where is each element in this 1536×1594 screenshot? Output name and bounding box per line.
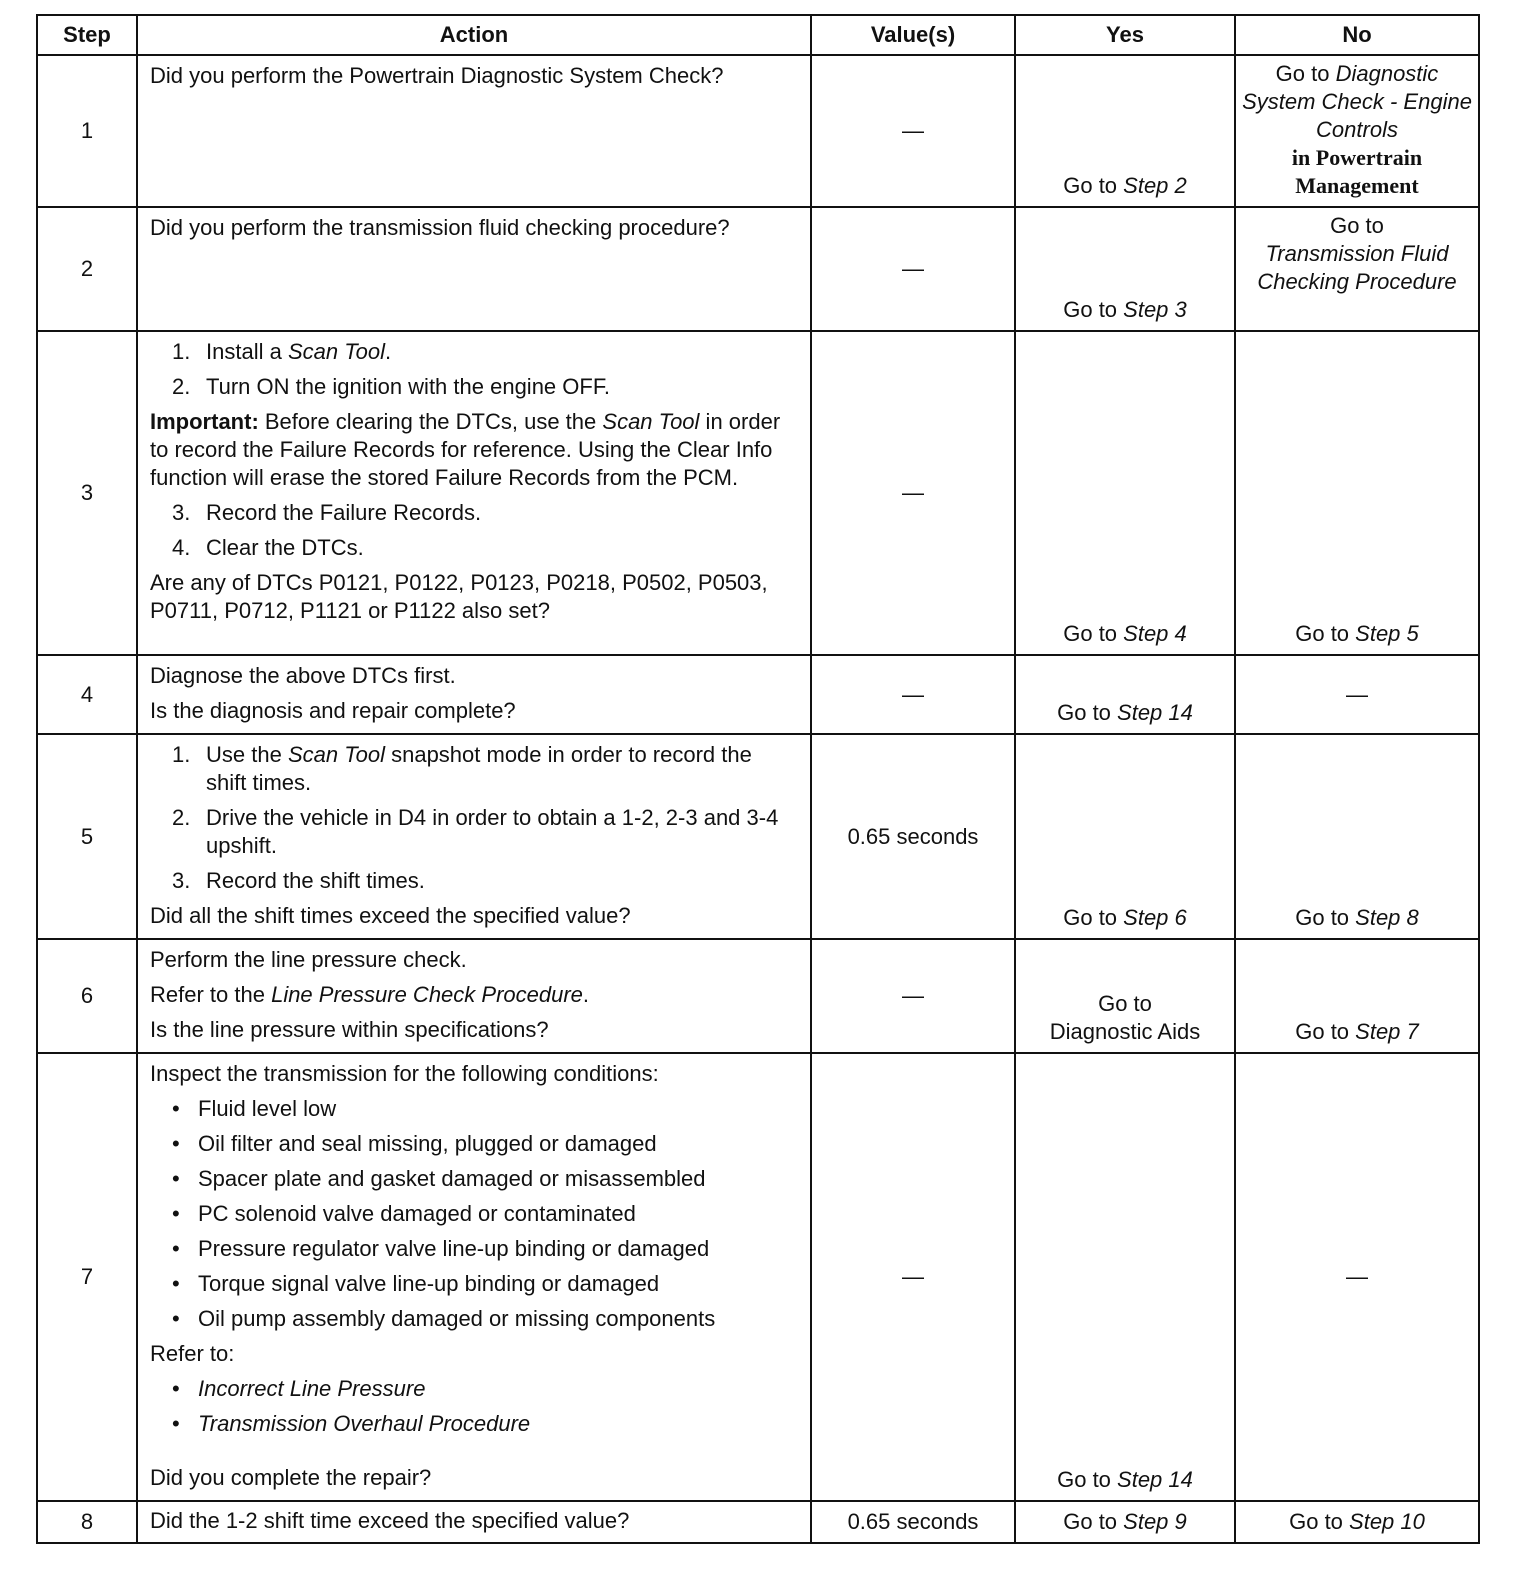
no-link[interactable]: Go to Step 5 bbox=[1295, 621, 1419, 646]
yes-cell bbox=[1015, 734, 1235, 939]
numbered-step: 2. Turn ON the ignition with the engine OFF. bbox=[172, 374, 610, 399]
step-number: 1 bbox=[37, 55, 137, 207]
value-cell: — bbox=[811, 207, 1015, 331]
value-cell: — bbox=[811, 939, 1015, 1053]
no-cell bbox=[1235, 207, 1479, 331]
yes-cell bbox=[1015, 1053, 1235, 1501]
bullet-item: • Pressure regulator valve line-up binding or damaged bbox=[172, 1236, 710, 1261]
yes-cell bbox=[1015, 655, 1235, 734]
bullet-item: • Fluid level low bbox=[172, 1096, 337, 1121]
action-question: Are any of DTCs P0121, P0122, P0123, P0218, P0502, P0503, P0711, P0712, P1121 or P1122 also set? bbox=[150, 570, 768, 623]
numbered-step: 3. Record the shift times. bbox=[172, 868, 425, 893]
refer-label: Refer to: bbox=[150, 1341, 235, 1366]
action-intro: Inspect the transmission for the following conditions: bbox=[150, 1061, 659, 1086]
no-link[interactable]: Go to Transmission Fluid Checking Procedure bbox=[1257, 213, 1457, 294]
action-cell bbox=[137, 207, 811, 331]
no-cell: — bbox=[1235, 655, 1479, 734]
value-cell: — bbox=[811, 55, 1015, 207]
no-cell bbox=[1235, 939, 1479, 1053]
table-row bbox=[37, 1501, 1479, 1543]
reference-link[interactable]: • Transmission Overhaul Procedure bbox=[172, 1411, 531, 1436]
yes-link[interactable]: Go to Step 14 bbox=[1057, 1467, 1193, 1492]
no-link[interactable]: Go to Step 10 bbox=[1289, 1509, 1425, 1534]
no-cell bbox=[1235, 734, 1479, 939]
table-row bbox=[37, 1053, 1479, 1501]
yes-cell bbox=[1015, 1501, 1235, 1543]
header-values: Value(s) bbox=[811, 15, 1015, 55]
action-cell bbox=[137, 1053, 811, 1501]
action-question: Is the diagnosis and repair complete? bbox=[150, 698, 516, 723]
value-cell: 0.65 seconds bbox=[811, 1501, 1015, 1543]
action-question: Did you perform the transmission fluid checking procedure? bbox=[150, 215, 730, 240]
step-number: 3 bbox=[37, 331, 137, 655]
yes-cell bbox=[1015, 55, 1235, 207]
no-link[interactable]: Go to Step 8 bbox=[1295, 905, 1419, 930]
action-line: Perform the line pressure check. bbox=[150, 947, 467, 972]
diagnostic-table bbox=[36, 14, 1480, 1544]
bullet-item: • Torque signal valve line-up binding or damaged bbox=[172, 1271, 660, 1296]
reference-link[interactable]: • Incorrect Line Pressure bbox=[172, 1376, 426, 1401]
action-cell bbox=[137, 331, 811, 655]
refer-line: Refer to the Line Pressure Check Procedure. bbox=[150, 982, 590, 1007]
action-question: Is the line pressure within specifications? bbox=[150, 1017, 549, 1042]
yes-link[interactable]: Go to Step 9 bbox=[1063, 1509, 1187, 1534]
action-question: Did all the shift times exceed the specified value? bbox=[150, 903, 631, 928]
header-step: Step bbox=[37, 15, 137, 55]
yes-link[interactable]: Go to Step 6 bbox=[1063, 905, 1187, 930]
step-number: 6 bbox=[37, 939, 137, 1053]
yes-link[interactable]: Go to Diagnostic Aids bbox=[1049, 991, 1201, 1044]
step-number: 2 bbox=[37, 207, 137, 331]
yes-link[interactable]: Go to Step 3 bbox=[1063, 297, 1187, 322]
table-row bbox=[37, 655, 1479, 734]
yes-cell bbox=[1015, 939, 1235, 1053]
numbered-step: 2. Drive the vehicle in D4 in order to obtain a 1-2, 2-3 and 3-4 upshift. bbox=[172, 805, 779, 858]
bullet-item: • Spacer plate and gasket damaged or misassembled bbox=[172, 1166, 706, 1191]
yes-cell bbox=[1015, 207, 1235, 331]
numbered-step: 1. Use the Scan Tool snapshot mode in order to record the shift times. bbox=[172, 742, 752, 795]
step-number: 7 bbox=[37, 1053, 137, 1501]
value-cell: — bbox=[811, 331, 1015, 655]
table-row bbox=[37, 331, 1479, 655]
bullet-item: • Oil pump assembly damaged or missing components bbox=[172, 1306, 716, 1331]
table-row bbox=[37, 55, 1479, 207]
value-cell: 0.65 seconds bbox=[811, 734, 1015, 939]
header-action: Action bbox=[137, 15, 811, 55]
no-cell bbox=[1235, 331, 1479, 655]
no-link[interactable]: Go to Step 7 bbox=[1295, 1019, 1419, 1044]
yes-link[interactable]: Go to Step 4 bbox=[1063, 621, 1187, 646]
no-cell bbox=[1235, 1501, 1479, 1543]
table-row bbox=[37, 207, 1479, 331]
action-cell bbox=[137, 734, 811, 939]
important-note: Important: Before clearing the DTCs, use the Scan Tool in order to record the Failure Records for reference. Using the Clear Info function will erase the stored Failure Records from the PCM. bbox=[150, 409, 781, 490]
action-question: Did the 1-2 shift time exceed the specified value? bbox=[150, 1508, 630, 1533]
header-no: No bbox=[1235, 15, 1479, 55]
table-row bbox=[37, 734, 1479, 939]
action-question: Did you complete the repair? bbox=[150, 1465, 432, 1490]
numbered-step: 4. Clear the DTCs. bbox=[172, 535, 364, 560]
yes-link[interactable]: Go to Step 2 bbox=[1063, 173, 1187, 198]
action-cell bbox=[137, 55, 811, 207]
value-cell: — bbox=[811, 655, 1015, 734]
no-link[interactable]: Go to Diagnostic System Check - Engine Controls in Powertrain Management bbox=[1242, 61, 1472, 198]
step-number: 8 bbox=[37, 1501, 137, 1543]
action-line: Diagnose the above DTCs first. bbox=[150, 663, 456, 688]
step-number: 5 bbox=[37, 734, 137, 939]
bullet-item: • Oil filter and seal missing, plugged or damaged bbox=[172, 1131, 657, 1156]
numbered-step: 3. Record the Failure Records. bbox=[172, 500, 482, 525]
numbered-step: 1. Install a Scan Tool. bbox=[172, 339, 392, 364]
action-cell bbox=[137, 1501, 811, 1543]
no-cell bbox=[1235, 55, 1479, 207]
yes-cell bbox=[1015, 331, 1235, 655]
value-cell: — bbox=[811, 1053, 1015, 1501]
action-question: Did you perform the Powertrain Diagnostic System Check? bbox=[150, 63, 724, 88]
action-cell bbox=[137, 939, 811, 1053]
yes-link[interactable]: Go to Step 14 bbox=[1057, 700, 1193, 725]
no-cell: — bbox=[1235, 1053, 1479, 1501]
action-cell bbox=[137, 655, 811, 734]
table-row bbox=[37, 939, 1479, 1053]
header-row bbox=[37, 15, 1479, 55]
bullet-item: • PC solenoid valve damaged or contaminated bbox=[172, 1201, 636, 1226]
step-number: 4 bbox=[37, 655, 137, 734]
header-yes: Yes bbox=[1015, 15, 1235, 55]
